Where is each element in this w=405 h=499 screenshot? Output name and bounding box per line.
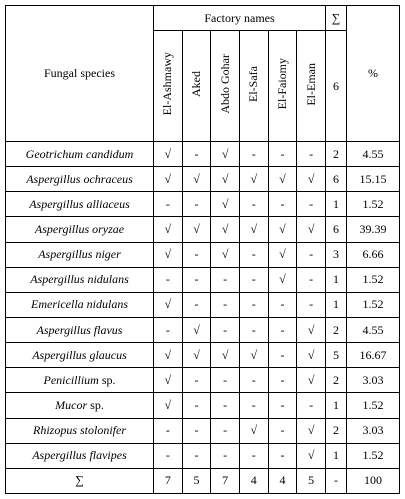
factory-header-el-faiomy: El-Faiomy xyxy=(268,31,297,142)
presence-mark: - xyxy=(154,317,183,342)
presence-mark: √ xyxy=(154,393,183,418)
species-genus: Emericella nidulans xyxy=(31,297,128,312)
table-row xyxy=(6,393,400,418)
species-name xyxy=(6,167,154,192)
presence-mark: √ xyxy=(268,267,297,292)
table-row xyxy=(6,418,400,443)
factory-count-header: 6 xyxy=(326,31,347,142)
presence-mark: - xyxy=(182,443,211,468)
presence-mark: √ xyxy=(211,242,240,267)
presence-mark: - xyxy=(182,292,211,317)
presence-mark: √ xyxy=(154,142,183,167)
factory-total: 5 xyxy=(297,468,326,493)
row-sum: 3 xyxy=(326,242,347,267)
presence-mark: - xyxy=(268,443,297,468)
row-sum: 5 xyxy=(326,343,347,368)
presence-mark: √ xyxy=(268,167,297,192)
fungal-species-table xyxy=(5,5,400,494)
species-genus: Aspergillus flavipes xyxy=(32,448,127,463)
row-percent: 15.15 xyxy=(347,167,400,192)
species-name xyxy=(6,368,154,393)
presence-mark: √ xyxy=(239,418,268,443)
totals-label: ∑ xyxy=(6,468,154,493)
presence-mark: √ xyxy=(154,217,183,242)
factory-total: 7 xyxy=(154,468,183,493)
row-percent: 1.52 xyxy=(347,292,400,317)
table-row xyxy=(6,142,400,167)
table-row xyxy=(6,292,400,317)
presence-mark: - xyxy=(239,368,268,393)
species-name xyxy=(6,267,154,292)
presence-mark: √ xyxy=(182,343,211,368)
table-row xyxy=(6,343,400,368)
presence-mark: - xyxy=(268,192,297,217)
presence-mark: - xyxy=(268,317,297,342)
percent-column-header: % xyxy=(347,6,400,142)
species-name xyxy=(6,317,154,342)
species-suffix: sp. xyxy=(98,372,116,387)
presence-mark: - xyxy=(211,267,240,292)
presence-mark: √ xyxy=(268,217,297,242)
species-name xyxy=(6,443,154,468)
row-sum: 1 xyxy=(326,443,347,468)
species-genus: Aspergillus flavus xyxy=(36,322,123,337)
presence-mark: - xyxy=(182,368,211,393)
presence-mark: - xyxy=(182,267,211,292)
row-sum: 6 xyxy=(326,167,347,192)
presence-mark: - xyxy=(239,192,268,217)
species-name xyxy=(6,217,154,242)
presence-mark: - xyxy=(297,242,326,267)
totals-row xyxy=(6,468,400,493)
presence-mark: - xyxy=(297,267,326,292)
presence-mark: - xyxy=(211,292,240,317)
species-name xyxy=(6,242,154,267)
presence-mark: √ xyxy=(154,368,183,393)
species-genus: Aspergillus nidulans xyxy=(30,272,129,287)
table-row xyxy=(6,167,400,192)
presence-mark: √ xyxy=(297,443,326,468)
species-genus: Rhizopus stolonifer xyxy=(32,423,126,438)
presence-mark: - xyxy=(297,142,326,167)
presence-mark: √ xyxy=(239,167,268,192)
presence-mark: √ xyxy=(297,418,326,443)
factory-names-header: Factory names xyxy=(154,6,326,31)
presence-mark: √ xyxy=(297,343,326,368)
factory-header-abdo-gohar: Abdo Gohar xyxy=(211,31,240,142)
row-percent: 3.03 xyxy=(347,368,400,393)
presence-mark: - xyxy=(239,317,268,342)
presence-mark: - xyxy=(239,292,268,317)
presence-mark: - xyxy=(211,393,240,418)
row-percent: 1.52 xyxy=(347,443,400,468)
presence-mark: - xyxy=(211,418,240,443)
presence-mark: - xyxy=(239,242,268,267)
presence-mark: √ xyxy=(268,242,297,267)
species-genus: Mucor xyxy=(55,397,88,412)
row-sum: 6 xyxy=(326,217,347,242)
row-sum: 2 xyxy=(326,368,347,393)
table-row xyxy=(6,192,400,217)
presence-mark: - xyxy=(239,393,268,418)
presence-mark: √ xyxy=(297,217,326,242)
row-percent: 4.55 xyxy=(347,142,400,167)
table-row xyxy=(6,217,400,242)
presence-mark: √ xyxy=(297,317,326,342)
species-genus: Aspergillus oryzae xyxy=(34,221,125,236)
presence-mark: - xyxy=(297,292,326,317)
presence-mark: - xyxy=(268,393,297,418)
species-genus: Aspergillus alliaceus xyxy=(29,196,130,211)
presence-mark: - xyxy=(182,142,211,167)
species-genus: Aspergillus niger xyxy=(38,247,121,262)
presence-mark: - xyxy=(239,142,268,167)
species-column-header: Fungal species xyxy=(6,6,154,142)
presence-mark: - xyxy=(268,418,297,443)
presence-mark: - xyxy=(239,267,268,292)
presence-mark: - xyxy=(297,393,326,418)
presence-mark: √ xyxy=(154,167,183,192)
presence-mark: √ xyxy=(211,343,240,368)
factory-header-aked: Aked xyxy=(182,31,211,142)
row-sum: 2 xyxy=(326,142,347,167)
row-sum: 1 xyxy=(326,192,347,217)
row-sum: 1 xyxy=(326,292,347,317)
presence-mark: √ xyxy=(154,343,183,368)
presence-mark: √ xyxy=(239,217,268,242)
presence-mark: √ xyxy=(211,192,240,217)
table-row xyxy=(6,317,400,342)
row-percent: 1.52 xyxy=(347,192,400,217)
species-name xyxy=(6,393,154,418)
factory-header-el-ashmawy: El-Ashmawy xyxy=(154,31,183,142)
row-percent: 4.55 xyxy=(347,317,400,342)
species-name xyxy=(6,192,154,217)
species-name xyxy=(6,343,154,368)
presence-mark: √ xyxy=(154,292,183,317)
table-body xyxy=(6,142,400,494)
row-sum: 1 xyxy=(326,393,347,418)
species-genus: Penicillium xyxy=(43,372,99,387)
presence-mark: - xyxy=(154,192,183,217)
species-genus: Geotrichum candidum xyxy=(25,146,134,161)
factory-total: 5 xyxy=(182,468,211,493)
presence-mark: √ xyxy=(297,167,326,192)
presence-mark: - xyxy=(268,292,297,317)
factory-header-el-eman: El-Eman xyxy=(297,31,326,142)
presence-mark: - xyxy=(268,343,297,368)
species-name xyxy=(6,142,154,167)
presence-mark: - xyxy=(182,393,211,418)
presence-mark: - xyxy=(268,142,297,167)
table-row xyxy=(6,267,400,292)
table-row xyxy=(6,368,400,393)
presence-mark: √ xyxy=(297,368,326,393)
presence-mark: - xyxy=(297,192,326,217)
presence-mark: √ xyxy=(211,167,240,192)
presence-mark: - xyxy=(154,418,183,443)
species-name xyxy=(6,418,154,443)
totals-sum: - xyxy=(326,468,347,493)
row-sum: 1 xyxy=(326,267,347,292)
species-genus: Aspergillus ochraceus xyxy=(26,171,133,186)
row-sum: 2 xyxy=(326,418,347,443)
presence-mark: - xyxy=(211,317,240,342)
row-sum: 2 xyxy=(326,317,347,342)
presence-mark: √ xyxy=(211,217,240,242)
row-percent: 1.52 xyxy=(347,393,400,418)
presence-mark: √ xyxy=(154,242,183,267)
presence-mark: - xyxy=(154,443,183,468)
table-row xyxy=(6,443,400,468)
sum-symbol-header: ∑ xyxy=(326,6,347,31)
row-percent: 39.39 xyxy=(347,217,400,242)
row-percent: 6.66 xyxy=(347,242,400,267)
presence-mark: √ xyxy=(211,142,240,167)
row-percent: 3.03 xyxy=(347,418,400,443)
factory-total: 7 xyxy=(211,468,240,493)
presence-mark: - xyxy=(239,443,268,468)
presence-mark: - xyxy=(211,368,240,393)
presence-mark: - xyxy=(211,443,240,468)
species-suffix: sp. xyxy=(87,397,104,412)
totals-percent: 100 xyxy=(347,468,400,493)
presence-mark: √ xyxy=(182,167,211,192)
presence-mark: - xyxy=(182,192,211,217)
presence-mark: - xyxy=(154,267,183,292)
factory-header-el-safa: El-Safa xyxy=(239,31,268,142)
species-name xyxy=(6,292,154,317)
factory-total: 4 xyxy=(239,468,268,493)
row-percent: 16.67 xyxy=(347,343,400,368)
presence-mark: √ xyxy=(239,343,268,368)
table-row xyxy=(6,242,400,267)
presence-mark: - xyxy=(182,418,211,443)
row-percent: 1.52 xyxy=(347,267,400,292)
presence-mark: √ xyxy=(182,217,211,242)
presence-mark: √ xyxy=(182,317,211,342)
species-genus: Aspergillus glaucus xyxy=(32,347,127,362)
presence-mark: - xyxy=(268,368,297,393)
presence-mark: - xyxy=(182,242,211,267)
factory-total: 4 xyxy=(268,468,297,493)
